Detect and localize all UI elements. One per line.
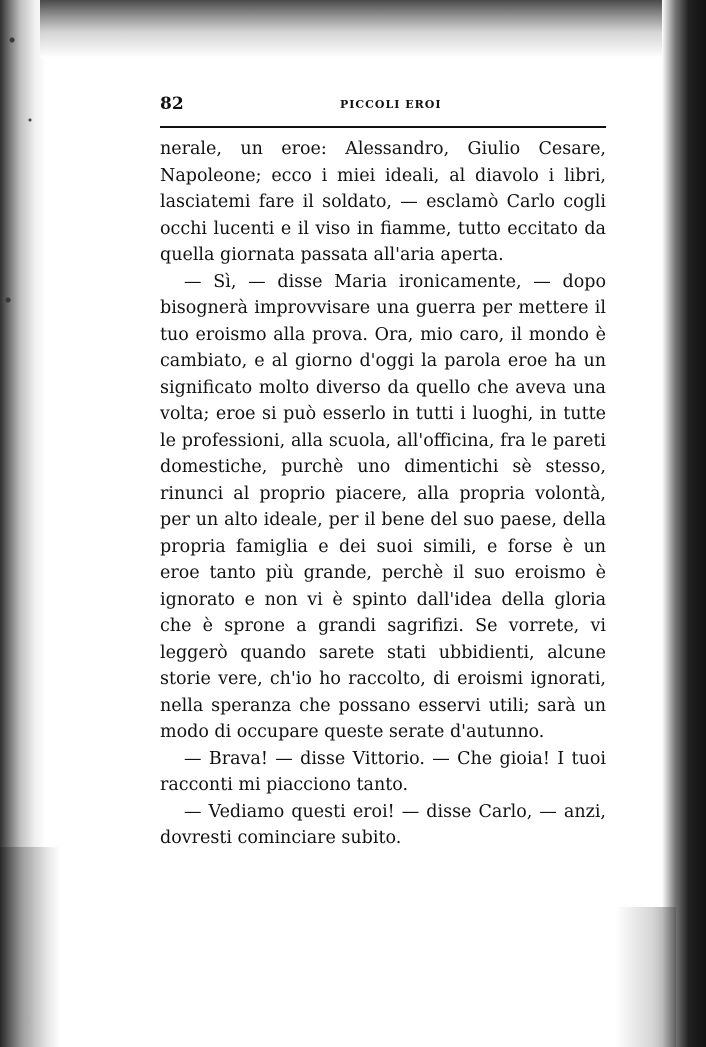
scan-edge-right — [662, 0, 706, 1047]
paragraph: — Brava! — disse Vittorio. — Che gioia! I tuoi racconti mi piacciono tanto. — [160, 748, 606, 795]
paragraph: — Vediamo questi eroi! — disse Carlo, — anzi, dovresti cominciare subito. — [160, 801, 606, 848]
page-header — [160, 94, 606, 120]
body-text — [160, 136, 606, 852]
scan-edge-bottom-left — [0, 847, 60, 1047]
header-rule — [160, 126, 606, 128]
page-number: 82 — [160, 94, 184, 114]
paragraph: nerale, un eroe: Alessandro, Giulio Cesare, Napoleone; ecco i miei ideali, al diavolo i libri, lasciatemi fare il soldato, — esclamò Carlo cogli occhi lucenti e il viso in fiamme, tutto eccitato da quella giornata passata all'aria aperta. — [160, 139, 606, 265]
scan-edge-right-bottom — [616, 907, 676, 1047]
paragraph: — Sì, — disse Maria ironicamente, — dopo bisognerà improvvisare una guerra per mettere il tuo eroismo alla prova. Ora, mio caro, il mondo è cambiato, e al giorno d'oggi la parola eroe ha un significato molto diverso da quello che aveva una volta; eroe si può esserlo in tutti i luoghi, in tutte le professioni, alla scuola, all'officina, fra le pareti domestiche, purchè uno dimentichi sè stesso, rinunci al proprio piacere, alla propria volontà, per un alto ideale, per il bene del suo paese, della propria famiglia e dei suoi simili, e forse è un eroe tanto più grande, perchè il suo eroismo è ignorato e non vi è spinto dall'idea della gloria che è sprone a grandi sagrifizi. Se vorrete, vi leggerò quando sarete stati ubbidienti, alcune storie vere, ch'io ho raccolto, di eroismi ignorati, nella speranza che possano esservi utili; sarà un modo di occupare queste serate d'autunno. — [160, 271, 606, 742]
scan-edge-top — [40, 0, 670, 58]
running-title: PICCOLI EROI — [340, 98, 442, 111]
